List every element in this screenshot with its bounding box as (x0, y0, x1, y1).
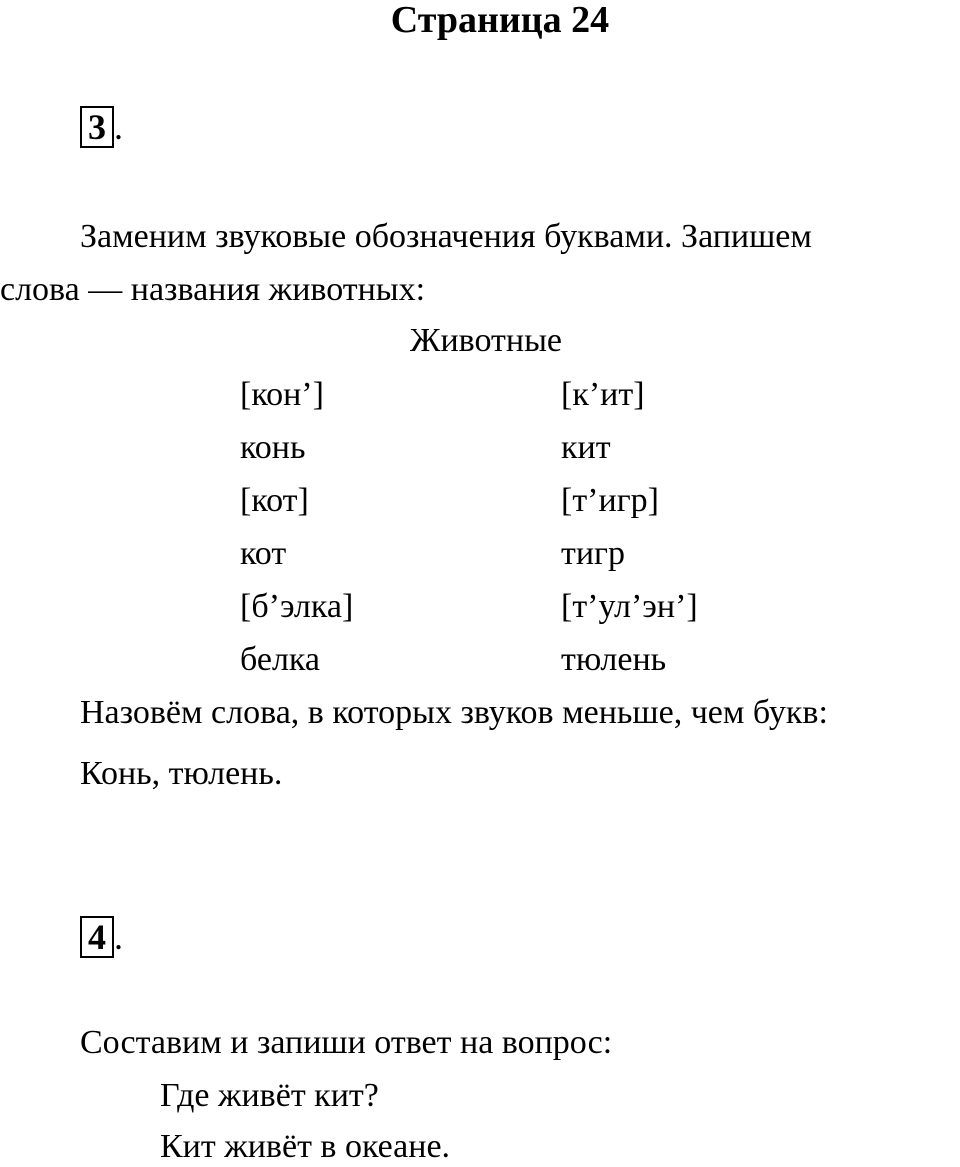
page-title: Страница 24 (390, 0, 610, 41)
task-3-number (80, 106, 123, 148)
table-cell-right: кит (561, 429, 611, 466)
table-cell-right: [т’игр] (561, 482, 659, 519)
animals-heading: Животные (410, 322, 563, 359)
table-cell-right: тигр (561, 535, 625, 572)
task-4-answer: Кит живёт в океане. (160, 1128, 451, 1165)
table-cell-left: [кон’] (240, 376, 324, 413)
task-3-intro-line-2: слова — названия животных: (0, 271, 426, 308)
task-number-dot: . (114, 917, 123, 957)
task-3-question: Назовём слова, в которых звуков меньше, чем букв: (80, 694, 828, 731)
table-cell-right: тюлень (561, 641, 667, 678)
table-cell-left: конь (240, 429, 306, 466)
table-cell-left: [кот] (240, 482, 309, 519)
table-cell-left: [б’элка] (240, 588, 354, 625)
table-cell-left: белка (240, 641, 321, 678)
task-4-number (80, 916, 123, 958)
table-cell-right: [к’ит] (561, 376, 645, 413)
task-4-question: Где живёт кит? (160, 1077, 379, 1114)
table-cell-right: [т’ул’эн’] (561, 588, 698, 625)
task-3-answer: Конь, тюлень. (80, 755, 283, 792)
task-number-box: 4 (80, 916, 114, 958)
table-cell-left: кот (240, 535, 287, 572)
task-4-instruction: Составим и запиши ответ на вопрос: (80, 1024, 613, 1061)
task-3-intro-line-1: Заменим звуковые обозначения буквами. Запишем (80, 218, 812, 255)
task-number-dot: . (114, 107, 123, 147)
task-number-box: 3 (80, 106, 114, 148)
